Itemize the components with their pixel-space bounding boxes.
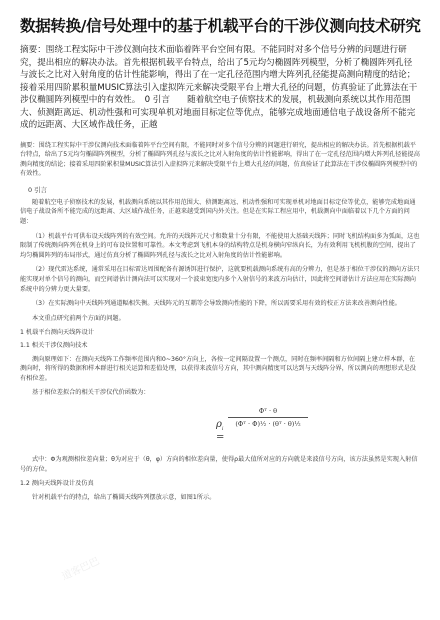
- formula-numerator: Φᵀ · θ: [228, 407, 308, 418]
- structure-paragraph: 本文重点研究前两个方面的问题。: [32, 314, 125, 322]
- section-1-heading: 1 机载平台测向天线阵设计: [20, 329, 94, 337]
- document-title: 数据转换/信号处理中的基于机载平台的干涉仪测向技术研究: [20, 17, 421, 35]
- issue-2-paragraph: （2）现代雷达系统，通常采用在目标雷达周围配备有源诱饵进行保护，这就要机载测向系统有高的分辨力，但是基于相位干涉仪的测向方法只能实现对单个信号的测向，而空间谱估计测向法可以实现对一个波束宽度内多个入射信号的来波方向估计，因此将空间谱估计方法应用在实际测向系统中的分辨力更大量要。: [20, 266, 420, 293]
- formula-lhs: $\rho_i$ =: [216, 418, 225, 443]
- section-1-1-heading: 1.1 相关干涉仪测向技术: [20, 342, 88, 349]
- formula-denominator: (Φᵀ · Φ)½ · (θᵀ · θ)½: [235, 419, 301, 428]
- section-0-heading: 0 引言: [28, 185, 47, 194]
- issue-1-paragraph: （1）机载平台可供布设天线阵列的有效空间。允许的天线阵元尺寸和数量十分有限，不能使用大基础天线阵；同时飞机结构面多为弧面，这也限制了传统测向阵列在机身上的可布设位置和可靠性。本文考虑到飞机本身的结构特点是机身横向窄纵向长，为有效利用飞机机腹的空间，提出了均匀椭圆阵列的布局形式，通过仿真分析了椭圆阵列孔径与波长之比对入射角度的估计性能影响。: [20, 232, 420, 259]
- watermark: 道客巴巴: [60, 555, 102, 583]
- cost-function-formula: [20, 403, 420, 449]
- document-page: [20, 14, 420, 507]
- abstract-large: 摘要：围绕工程实际中干涉仪测向技术面临着阵平台空间有限。不能同时对多个信号分辨的问题进行研究，提出相应的解决办法。首先根据机载平台特点，给出了5元均匀椭圆阵列模型，分析了椭圆阵列孔径与波长之比对入射角度的估计性能影响，得出了在一定孔径范围内增大阵列孔径能提高测向精度的结论；接着采用四阶累积量MUSIC算法引入虚拟阵元来解决受限平台上增大孔径的问题，仿真验证了此算法在干涉仪椭圆阵列模型中的有效性。 0 引言 随着航空电子侦察技术的发展，机载测向系统以其作用范围大、侦测距离远、机动性强和可实现单机对地面目标定位等优点，能够完成地面通信电子战设备所不能完成的远距离、大区域作战任务，正越: [20, 45, 418, 130]
- principle-paragraph: 测向原理如下：在测向天线阵工作频率范围内和0~360°方向上，各按一定间隔设置一个测点，同时在频率间隔和方位间隔上建立样本群，在测向时，将所得的数据和样本群进行相关运算和差值处理，以获得来波信号方向，其中测向精度可以达到与天线阵分界，所以测向的理想形式是没有相位差。: [20, 355, 416, 382]
- design-paragraph: 针对机载平台的特点，给出了椭圆天线阵列摆放示意，如图1所示。: [32, 493, 216, 501]
- section-1-2-heading: 1.2 测向天线阵设计及仿真: [20, 480, 94, 488]
- intro-paragraph: 随着航空电子侦察技术的发展，机载测向系统以其作用范围大、侦测距离远、机动性强和可实现单机对地面目标定位等优点，能够完成地面通信电子战设备所不能完成的远距离、大区域作战任务，正越来越受到国内外关注。但是在实际工程应用中，机载测向中面临着以下几个方面的问题：: [20, 198, 416, 226]
- formula-explanation: 式中：Φ为观测相位差向量；θ为对应于（θ，φ）方向的相位差向量，使得ρ最大值所对应的方向就是来波信号方向，该方法虽然是实现入射信号的方位。: [20, 455, 418, 473]
- formula-intro: 基于相位差拟合的相关干涉仪代价函数为：: [32, 389, 150, 397]
- formula-fraction: [228, 407, 308, 428]
- issue-3-paragraph: （3）在实际测向中天线阵列通道幅相失衡。天线阵元的互耦等会导致测向性能的下降，所以需要采用有效的校正方法来改善测向性能。: [32, 300, 401, 308]
- abstract-small: 摘要：围绕工程实际中干涉仪测向技术面临着阵平台空间有限，不能同时对多个信号分辨的问题进行研究，提出相应的解决办法。首先根据机载平台特点，给出了5元均匀椭圆阵列模型，分析了椭圆阵列孔径与波长之比对入射角度的估计性能影响，得出了在一定孔径范围内增大阵列孔径能提高测向精度的结论；接着采用四阶累积量MUSIC算法引入虚拟阵元来解决受限平台上增大孔径的问题，仿真验证了此算法在干涉仪椭圆阵列模型中的有效性。: [20, 141, 420, 178]
